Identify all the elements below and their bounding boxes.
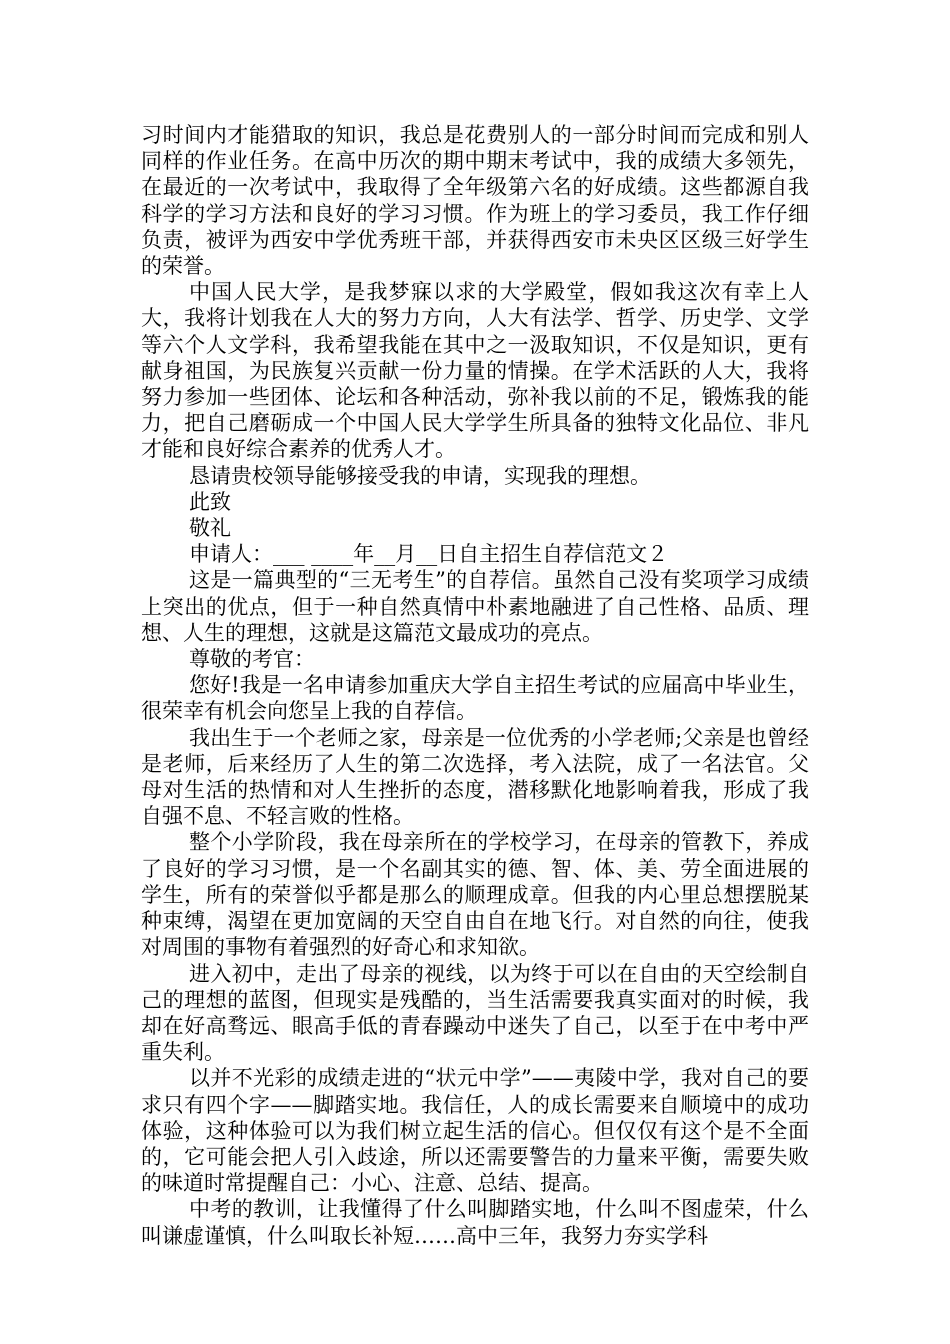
paragraph-12: 进入初中，走出了母亲的视线，以为终于可以在自由的天空绘制自己的理想的蓝图，但现实是残酷的，当生活需要我真实面对的时候，我却在好高骛远、眼高手低的青春躁动中迷失了自己，以至于在中考中严重失利。	[141, 961, 809, 1065]
paragraph-9: 您好!我是一名申请参加重庆大学自主招生考试的应届高中毕业生，很荣幸有机会向您呈上我的自荐信。	[141, 673, 809, 724]
paragraph-10: 我出生于一个老师之家，母亲是一位优秀的小学老师;父亲是也曾经是老师，后来经历了人生的第二次选择，考入法院，成了一名法官。父母对生活的热情和对人生挫折的态度，潜移默化地影响着我，形成了我自强不息、不轻言败的性格。	[141, 725, 809, 829]
paragraph-13: 以并不光彩的成绩走进的“状元中学”——夷陵中学，我对自己的要求只有四个字——脚踏实地。我信任，人的成长需要来自顺境中的成功体验，这种体验可以为我们树立起生活的信心。但仅仅有这个是不全面的，它可能会把人引入歧途，所以还需要警告的力量来平衡，需要失败的味道时常提醒自己：小心、注意、总结、提高。	[141, 1066, 809, 1196]
paragraph-6: 申请人：___ ____年__月__日自主招生自荐信范文２	[189, 542, 669, 567]
paragraph-11: 整个小学阶段，我在母亲所在的学校学习，在母亲的管教下，养成了良好的学习习惯，是一个名副其实的德、智、体、美、劳全面进展的学生，所有的荣誉似乎都是那么的顺理成章。但我的内心里总想摆脱某种束缚，渴望在更加宽阔的天空自由自在地飞行。对自然的向往，使我对周围的事物有着强烈的好奇心和求知欲。	[141, 830, 809, 960]
document-page	[141, 122, 809, 1249]
paragraph-3: 恳请贵校领导能够接受我的申请，实现我的理想。	[189, 463, 651, 488]
paragraph-5: 敬礼	[189, 516, 231, 541]
paragraph-7: 这是一篇典型的“三无考生”的自荐信。虽然自己没有奖项学习成绩上突出的优点，但于一种自然真情中朴素地融进了自己性格、品质、理想、人生的理想，这就是这篇范文最成功的亮点。	[141, 568, 809, 645]
paragraph-8: 尊敬的考官：	[189, 647, 315, 672]
paragraph-1: 习时间内才能猎取的知识，我总是花费别人的一部分时间而完成和别人同样的作业任务。在高中历次的期中期末考试中，我的成绩大多领先，在最近的一次考试中，我取得了全年级第六名的好成绩。这些都源自我科学的学习方法和良好的学习习惯。作为班上的学习委员，我工作仔细负责，被评为西安中学优秀班干部，并获得西安市未央区区级三好学生的荣誉。	[141, 123, 809, 279]
paragraph-2: 中国人民大学，是我梦寐以求的大学殿堂，假如我这次有幸上人大，我将计划我在人大的努力方向，人大有法学、哲学、历史学、文学等六个人文学科，我希望我能在其中之一汲取知识，不仅是知识，更有献身祖国，为民族复兴贡献一份力量的情操。在学术活跃的人大，我将努力参加一些团体、论坛和各种活动，弥补我以前的不足，锻炼我的能力，把自己磨砺成一个中国人民大学学生所具备的独特文化品位、非凡才能和良好综合素养的优秀人才。	[141, 280, 809, 462]
paragraph-14: 中考的教训，让我懂得了什么叫脚踏实地，什么叫不图虚荣，什么叫谦虚谨慎，什么叫取长补短……高中三年，我努力夯实学科	[141, 1197, 809, 1248]
paragraph-4: 此致	[189, 489, 231, 514]
